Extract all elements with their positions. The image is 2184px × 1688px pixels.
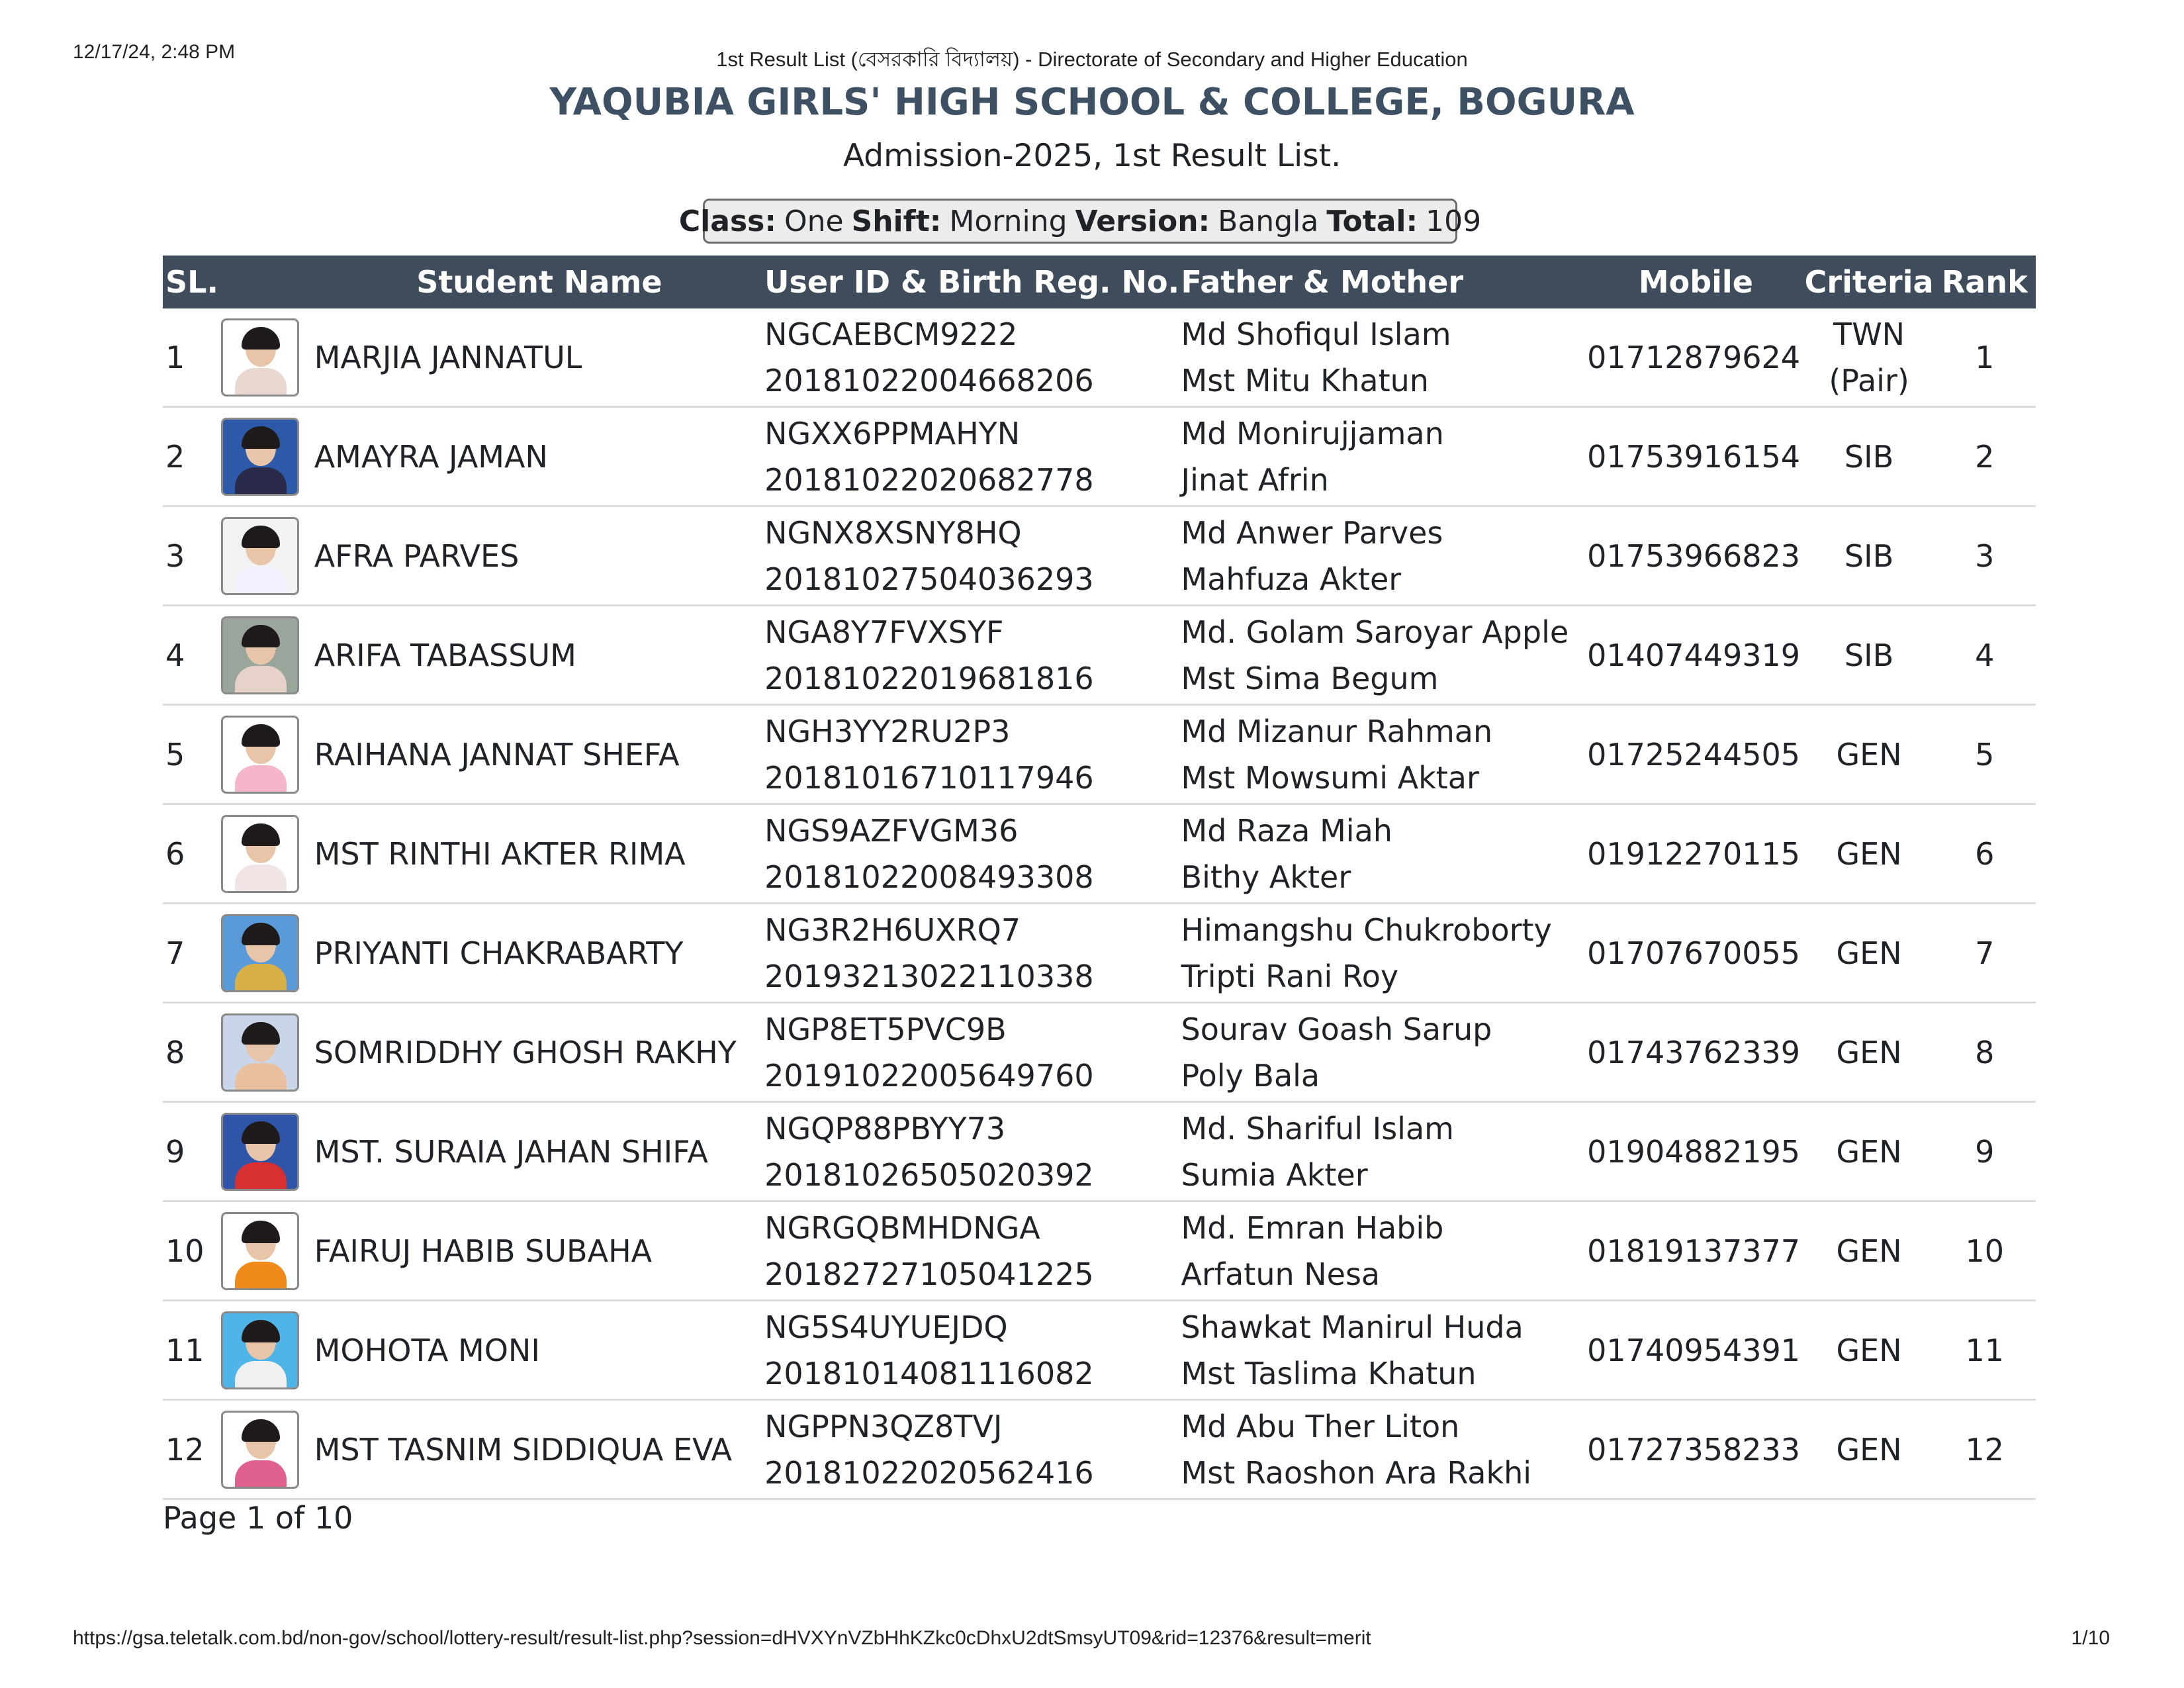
row-rank: 8 bbox=[1934, 1003, 2036, 1102]
row-criteria-cell bbox=[1805, 308, 1934, 407]
photo-hair bbox=[242, 426, 280, 449]
row-student-name: AMAYRA JAMAN bbox=[314, 407, 764, 506]
row-parents-cell bbox=[1181, 407, 1588, 506]
row-birth-reg: 20181022019681816 bbox=[764, 660, 1094, 696]
table-row bbox=[163, 1400, 2036, 1499]
row-mother: Poly Bala bbox=[1181, 1057, 1320, 1094]
total-value: 109 bbox=[1426, 204, 1482, 238]
row-birth-reg: 20182727105041225 bbox=[764, 1256, 1094, 1292]
row-father: Md Monirujjaman bbox=[1181, 415, 1444, 451]
row-user-id-cell bbox=[764, 308, 1181, 407]
row-birth-reg: 20193213022110338 bbox=[764, 958, 1094, 994]
row-user-id: NGS9AZFVGM36 bbox=[764, 812, 1019, 849]
photo-hair bbox=[242, 724, 280, 747]
row-mobile: 01725244505 bbox=[1587, 705, 1805, 804]
row-mobile: 01407449319 bbox=[1587, 606, 1805, 705]
row-birth-reg: 20181022004668206 bbox=[764, 362, 1094, 399]
row-student-name: AFRA PARVES bbox=[314, 506, 764, 606]
row-parents-cell bbox=[1181, 1003, 1588, 1102]
photo-hair bbox=[242, 625, 280, 647]
row-student-name: MST RINTHI AKTER RIMA bbox=[314, 804, 764, 904]
header-mobile: Mobile bbox=[1587, 256, 1805, 308]
row-sl: 7 bbox=[163, 904, 218, 1003]
row-criteria-cell bbox=[1805, 705, 1934, 804]
photo-hair bbox=[242, 1022, 280, 1045]
row-mobile: 01753916154 bbox=[1587, 407, 1805, 506]
row-photo-cell bbox=[218, 606, 314, 705]
table-row bbox=[163, 705, 2036, 804]
row-criteria-cell bbox=[1805, 606, 1934, 705]
row-parents-cell bbox=[1181, 506, 1588, 606]
row-criteria: GEN bbox=[1836, 1332, 1902, 1368]
row-mobile: 01753966823 bbox=[1587, 506, 1805, 606]
row-mother: Bithy Akter bbox=[1181, 859, 1351, 895]
row-photo-cell bbox=[218, 1400, 314, 1499]
row-parents-cell bbox=[1181, 606, 1588, 705]
row-criteria-cell bbox=[1805, 506, 1934, 606]
row-mother: Mst Mitu Khatun bbox=[1181, 362, 1429, 399]
row-criteria: SIB bbox=[1844, 438, 1894, 475]
class-label: Class: bbox=[678, 204, 776, 238]
row-criteria: GEN bbox=[1836, 736, 1902, 773]
row-photo-cell bbox=[218, 1003, 314, 1102]
row-mother: Mahfuza Akter bbox=[1181, 561, 1402, 597]
row-mobile: 01712879624 bbox=[1587, 308, 1805, 407]
photo-hair bbox=[242, 1419, 280, 1442]
row-birth-reg: 20181022020682778 bbox=[764, 461, 1094, 498]
student-photo bbox=[221, 517, 299, 595]
class-info-box bbox=[678, 199, 1482, 244]
row-father: Sourav Goash Sarup bbox=[1181, 1011, 1492, 1047]
student-photo bbox=[221, 914, 299, 992]
row-mobile: 01707670055 bbox=[1587, 904, 1805, 1003]
photo-body bbox=[235, 865, 287, 893]
row-rank: 12 bbox=[1934, 1400, 2036, 1499]
photo-body bbox=[235, 1162, 287, 1191]
row-user-id-cell bbox=[764, 506, 1181, 606]
row-criteria-cell bbox=[1805, 904, 1934, 1003]
header-student-name: Student Name bbox=[314, 256, 764, 308]
table-row bbox=[163, 904, 2036, 1003]
row-photo-cell bbox=[218, 506, 314, 606]
row-mobile: 01740954391 bbox=[1587, 1301, 1805, 1400]
photo-hair bbox=[242, 1121, 280, 1144]
version-label: Version: bbox=[1075, 204, 1210, 238]
row-student-name: ARIFA TABASSUM bbox=[314, 606, 764, 705]
row-parents-cell bbox=[1181, 1201, 1588, 1301]
print-datetime: 12/17/24, 2:48 PM bbox=[73, 41, 236, 63]
photo-body bbox=[235, 368, 287, 397]
row-user-id-cell bbox=[764, 904, 1181, 1003]
row-birth-reg: 20181016710117946 bbox=[764, 759, 1094, 796]
row-mobile: 01743762339 bbox=[1587, 1003, 1805, 1102]
header-father-mother: Father & Mother bbox=[1181, 256, 1588, 308]
row-user-id-cell bbox=[764, 1201, 1181, 1301]
row-user-id-cell bbox=[764, 1003, 1181, 1102]
row-student-name: MARJIA JANNATUL bbox=[314, 308, 764, 407]
page-counter: Page 1 of 10 bbox=[163, 1500, 353, 1536]
photo-hair bbox=[242, 327, 280, 350]
photo-body bbox=[235, 765, 287, 794]
student-photo bbox=[221, 1013, 299, 1092]
row-photo-cell bbox=[218, 407, 314, 506]
row-criteria-cell bbox=[1805, 1102, 1934, 1201]
photo-hair bbox=[242, 923, 280, 945]
row-criteria: SIB bbox=[1844, 637, 1894, 673]
row-criteria: SIB bbox=[1844, 538, 1894, 574]
table-row bbox=[163, 1301, 2036, 1400]
row-sl: 2 bbox=[163, 407, 218, 506]
row-criteria: GEN bbox=[1836, 1233, 1902, 1269]
table-row bbox=[163, 308, 2036, 407]
row-rank: 1 bbox=[1934, 308, 2036, 407]
student-photo bbox=[221, 616, 299, 694]
row-user-id: NGCAEBCM9222 bbox=[764, 316, 1018, 352]
table-row bbox=[163, 1201, 2036, 1301]
photo-body bbox=[235, 1063, 287, 1092]
photo-body bbox=[235, 1361, 287, 1389]
row-user-id: NGH3YY2RU2P3 bbox=[764, 713, 1011, 749]
row-parents-cell bbox=[1181, 705, 1588, 804]
table-row bbox=[163, 606, 2036, 705]
row-criteria-cell bbox=[1805, 1301, 1934, 1400]
row-student-name: PRIYANTI CHAKRABARTY bbox=[314, 904, 764, 1003]
row-user-id: NGQP88PBYY73 bbox=[764, 1110, 1006, 1147]
row-rank: 5 bbox=[1934, 705, 2036, 804]
row-rank: 7 bbox=[1934, 904, 2036, 1003]
result-subtitle: Admission-2025, 1st Result List. bbox=[842, 138, 1342, 174]
table-row bbox=[163, 804, 2036, 904]
row-rank: 4 bbox=[1934, 606, 2036, 705]
row-user-id: NGP8ET5PVC9B bbox=[764, 1011, 1007, 1047]
row-birth-reg: 20181014081116082 bbox=[764, 1355, 1094, 1391]
row-criteria-cell bbox=[1805, 1003, 1934, 1102]
row-photo-cell bbox=[218, 308, 314, 407]
header-photo bbox=[218, 256, 314, 308]
table-header-row bbox=[163, 256, 2036, 308]
row-photo-cell bbox=[218, 1301, 314, 1400]
photo-body bbox=[235, 1262, 287, 1290]
version-value: Bangla bbox=[1218, 204, 1319, 238]
row-sl: 4 bbox=[163, 606, 218, 705]
row-rank: 9 bbox=[1934, 1102, 2036, 1201]
row-user-id-cell bbox=[764, 705, 1181, 804]
header-user-id: User ID & Birth Reg. No. bbox=[764, 256, 1181, 308]
row-father: Shawkat Manirul Huda bbox=[1181, 1309, 1524, 1345]
class-value: One bbox=[784, 204, 844, 238]
student-photo bbox=[221, 418, 299, 496]
row-user-id-cell bbox=[764, 1102, 1181, 1201]
shift-value: Morning bbox=[949, 204, 1068, 238]
row-mother: Arfatun Nesa bbox=[1181, 1256, 1381, 1292]
table-row bbox=[163, 506, 2036, 606]
row-user-id: NGNX8XSNY8HQ bbox=[764, 514, 1022, 551]
row-criteria: GEN bbox=[1836, 1034, 1902, 1070]
row-student-name: MST. SURAIA JAHAN SHIFA bbox=[314, 1102, 764, 1201]
row-birth-reg: 20181022020562416 bbox=[764, 1454, 1094, 1491]
row-sl: 3 bbox=[163, 506, 218, 606]
row-rank: 10 bbox=[1934, 1201, 2036, 1301]
row-sl: 11 bbox=[163, 1301, 218, 1400]
row-student-name: RAIHANA JANNAT SHEFA bbox=[314, 705, 764, 804]
student-photo bbox=[221, 1311, 299, 1389]
row-rank: 3 bbox=[1934, 506, 2036, 606]
photo-hair bbox=[242, 526, 280, 548]
row-rank: 6 bbox=[1934, 804, 2036, 904]
row-criteria: TWN bbox=[1833, 316, 1905, 352]
row-birth-reg: 20181026505020392 bbox=[764, 1156, 1094, 1193]
shift-label: Shift: bbox=[851, 204, 942, 238]
photo-body bbox=[235, 467, 287, 496]
row-user-id-cell bbox=[764, 407, 1181, 506]
row-birth-reg: 20191022005649760 bbox=[764, 1057, 1094, 1094]
row-criteria: GEN bbox=[1836, 835, 1902, 872]
row-photo-cell bbox=[218, 1102, 314, 1201]
student-photo bbox=[221, 716, 299, 794]
row-criteria: GEN bbox=[1836, 935, 1902, 971]
photo-body bbox=[235, 964, 287, 992]
row-photo-cell bbox=[218, 705, 314, 804]
table-row bbox=[163, 1003, 2036, 1102]
row-mother: Jinat Afrin bbox=[1181, 461, 1329, 498]
row-criteria: GEN bbox=[1836, 1133, 1902, 1170]
student-photo bbox=[221, 318, 299, 397]
row-user-id: NGPPN3QZ8TVJ bbox=[764, 1408, 1003, 1444]
row-user-id: NGXX6PPMAHYN bbox=[764, 415, 1021, 451]
row-mother: Sumia Akter bbox=[1181, 1156, 1368, 1193]
row-birth-reg: 20181022008493308 bbox=[764, 859, 1094, 895]
row-criteria-cell bbox=[1805, 1201, 1934, 1301]
row-parents-cell bbox=[1181, 308, 1588, 407]
row-user-id: NG3R2H6UXRQ7 bbox=[764, 912, 1021, 948]
row-rank: 11 bbox=[1934, 1301, 2036, 1400]
photo-body bbox=[235, 1460, 287, 1489]
row-mother: Mst Sima Begum bbox=[1181, 660, 1439, 696]
row-mobile: 01912270115 bbox=[1587, 804, 1805, 904]
header-criteria: Criteria bbox=[1805, 256, 1934, 308]
row-father: Md. Shariful Islam bbox=[1181, 1110, 1454, 1147]
row-student-name: FAIRUJ HABIB SUBAHA bbox=[314, 1201, 764, 1301]
row-criteria-cell bbox=[1805, 407, 1934, 506]
row-sl: 5 bbox=[163, 705, 218, 804]
row-criteria-cell bbox=[1805, 1400, 1934, 1499]
row-father: Md Shofiqul Islam bbox=[1181, 316, 1451, 352]
table-row bbox=[163, 1102, 2036, 1201]
row-criteria-cell bbox=[1805, 804, 1934, 904]
result-table bbox=[163, 256, 2036, 1500]
row-sl: 8 bbox=[163, 1003, 218, 1102]
photo-hair bbox=[242, 1221, 280, 1243]
row-parents-cell bbox=[1181, 904, 1588, 1003]
row-mobile: 01904882195 bbox=[1587, 1102, 1805, 1201]
row-father: Md Mizanur Rahman bbox=[1181, 713, 1493, 749]
student-photo bbox=[221, 815, 299, 893]
row-photo-cell bbox=[218, 804, 314, 904]
row-parents-cell bbox=[1181, 1400, 1588, 1499]
student-photo bbox=[221, 1113, 299, 1191]
row-mobile: 01727358233 bbox=[1587, 1400, 1805, 1499]
row-father: Himangshu Chukroborty bbox=[1181, 912, 1552, 948]
row-user-id-cell bbox=[764, 1301, 1181, 1400]
row-mobile: 01819137377 bbox=[1587, 1201, 1805, 1301]
row-user-id: NG5S4UYUEJDQ bbox=[764, 1309, 1008, 1345]
row-student-name: SOMRIDDHY GHOSH RAKHY bbox=[314, 1003, 764, 1102]
total-label: Total: bbox=[1326, 204, 1418, 238]
row-student-name: MOHOTA MONI bbox=[314, 1301, 764, 1400]
photo-body bbox=[235, 567, 287, 595]
row-sl: 9 bbox=[163, 1102, 218, 1201]
row-sl: 1 bbox=[163, 308, 218, 407]
row-user-id-cell bbox=[764, 606, 1181, 705]
student-photo bbox=[221, 1212, 299, 1290]
row-sl: 6 bbox=[163, 804, 218, 904]
row-parents-cell bbox=[1181, 1102, 1588, 1201]
print-page-indicator: 1/10 bbox=[2071, 1627, 2110, 1649]
row-mother: Tripti Rani Roy bbox=[1181, 958, 1399, 994]
photo-hair bbox=[242, 1320, 280, 1342]
row-father: Md. Emran Habib bbox=[1181, 1209, 1444, 1246]
row-user-id: NGRGQBMHDNGA bbox=[764, 1209, 1040, 1246]
print-page-title: 1st Result List (বেসরকারি বিদ্যালয়) - Directorate of Secondary and Higher Education bbox=[716, 48, 1468, 71]
row-user-id-cell bbox=[764, 804, 1181, 904]
row-photo-cell bbox=[218, 904, 314, 1003]
print-url: https://gsa.teletalk.com.bd/non-gov/school/lottery-result/result-list.php?session=dHVXYnVZbHhKZkc0cDhxU2dtSmsyUT09&rid=12376&result=merit bbox=[73, 1627, 1371, 1649]
student-photo bbox=[221, 1411, 299, 1489]
header-rank: Rank bbox=[1934, 256, 2036, 308]
row-father: Md. Golam Saroyar Apple bbox=[1181, 614, 1569, 650]
row-father: Md Abu Ther Liton bbox=[1181, 1408, 1460, 1444]
row-criteria: GEN bbox=[1836, 1431, 1902, 1468]
row-parents-cell bbox=[1181, 804, 1588, 904]
row-birth-reg: 20181027504036293 bbox=[764, 561, 1094, 597]
row-user-id-cell bbox=[764, 1400, 1181, 1499]
header-sl: SL. bbox=[163, 256, 218, 308]
row-photo-cell bbox=[218, 1201, 314, 1301]
photo-hair bbox=[242, 823, 280, 846]
row-sl: 12 bbox=[163, 1400, 218, 1499]
row-mother: Mst Raoshon Ara Rakhi bbox=[1181, 1454, 1532, 1491]
row-user-id: NGA8Y7FVXSYF bbox=[764, 614, 1004, 650]
row-criteria-extra: (Pair) bbox=[1829, 362, 1909, 399]
row-mother: Mst Mowsumi Aktar bbox=[1181, 759, 1479, 796]
school-name: YAQUBIA GIRLS' HIGH SCHOOL & COLLEGE, BOGURA bbox=[549, 81, 1635, 124]
row-father: Md Anwer Parves bbox=[1181, 514, 1443, 551]
row-mother: Mst Taslima Khatun bbox=[1181, 1355, 1477, 1391]
row-student-name: MST TASNIM SIDDIQUA EVA bbox=[314, 1400, 764, 1499]
photo-body bbox=[235, 666, 287, 694]
table-row bbox=[163, 407, 2036, 506]
row-parents-cell bbox=[1181, 1301, 1588, 1400]
row-father: Md Raza Miah bbox=[1181, 812, 1392, 849]
row-sl: 10 bbox=[163, 1201, 218, 1301]
row-rank: 2 bbox=[1934, 407, 2036, 506]
